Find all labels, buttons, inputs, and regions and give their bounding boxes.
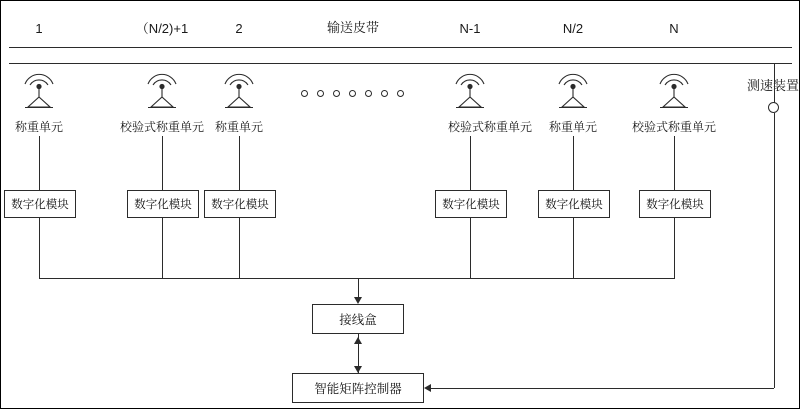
speed-device-to-belt-line — [774, 63, 775, 103]
digitizer-module-box-1[interactable]: 数字化模块 — [4, 190, 76, 218]
unit-label-6: 校验式称重单元 — [631, 120, 717, 134]
speed-device-to-controller-arrow-icon — [424, 384, 431, 392]
digitizer-module-box-4[interactable]: 数字化模块 — [435, 190, 507, 218]
speed-device-label: 测速装置 — [746, 78, 800, 93]
connector-sensor-to-module-3 — [239, 136, 240, 190]
bus-to-junction-arrow-icon — [354, 297, 362, 304]
connector-sensor-to-module-5 — [573, 136, 574, 190]
weighing-sensor-icon-6 — [654, 73, 694, 109]
ellipsis-dot — [301, 90, 308, 97]
unit-label-1: 称重单元 — [14, 120, 64, 134]
column-index-label-2: （N/2)+1 — [135, 21, 189, 36]
digitizer-module-box-2[interactable]: 数字化模块 — [127, 190, 199, 218]
belt-line-bottom — [9, 63, 792, 64]
ellipsis-dot — [317, 90, 324, 97]
belt-label: 输送皮带 — [326, 20, 380, 35]
weighing-sensor-icon-5 — [553, 73, 593, 109]
speed-device-down-line — [774, 113, 775, 388]
column-index-label-1: 1 — [35, 21, 43, 36]
digitizer-module-box-6[interactable]: 数字化模块 — [639, 190, 711, 218]
connector-sensor-to-module-4 — [470, 136, 471, 190]
digitizer-module-box-3[interactable]: 数字化模块 — [204, 190, 276, 218]
matrix-controller-box[interactable]: 智能矩阵控制器 — [292, 373, 424, 403]
ellipsis-dot — [397, 90, 404, 97]
ellipsis-dots — [301, 90, 404, 97]
unit-label-5: 称重单元 — [548, 120, 598, 134]
unit-label-2: 校验式称重单元 — [119, 120, 205, 134]
speed-device-node-icon — [768, 102, 779, 113]
column-index-label-3: 2 — [235, 21, 243, 36]
module-bus-drop-5 — [573, 218, 574, 278]
speed-device-to-controller-line — [431, 388, 774, 389]
module-bus-drop-3 — [239, 218, 240, 278]
junction-to-controller-arrow-up-icon — [354, 337, 362, 344]
module-bus-line — [39, 278, 675, 279]
module-bus-drop-2 — [162, 218, 163, 278]
ellipsis-dot — [333, 90, 340, 97]
ellipsis-dot — [365, 90, 372, 97]
weighing-sensor-icon-1 — [19, 73, 59, 109]
column-index-label-6: N — [669, 21, 679, 36]
ellipsis-dot — [349, 90, 356, 97]
module-bus-drop-4 — [470, 218, 471, 278]
column-index-label-5: N/2 — [562, 21, 584, 36]
belt-line-top — [9, 47, 792, 48]
ellipsis-dot — [381, 90, 388, 97]
weighing-sensor-icon-3 — [219, 73, 259, 109]
digitizer-module-box-5[interactable]: 数字化模块 — [538, 190, 610, 218]
connector-sensor-to-module-6 — [674, 136, 675, 190]
junction-box[interactable]: 接线盒 — [312, 304, 404, 334]
module-bus-drop-1 — [39, 218, 40, 278]
weighing-sensor-icon-2 — [142, 73, 182, 109]
junction-to-controller-arrow-down-icon — [354, 366, 362, 373]
connector-sensor-to-module-2 — [162, 136, 163, 190]
connector-sensor-to-module-1 — [39, 136, 40, 190]
unit-label-3: 称重单元 — [214, 120, 264, 134]
weighing-sensor-icon-4 — [450, 73, 490, 109]
column-index-label-4: N-1 — [459, 21, 481, 36]
unit-label-4: 校验式称重单元 — [447, 120, 533, 134]
module-bus-drop-6 — [674, 218, 675, 278]
